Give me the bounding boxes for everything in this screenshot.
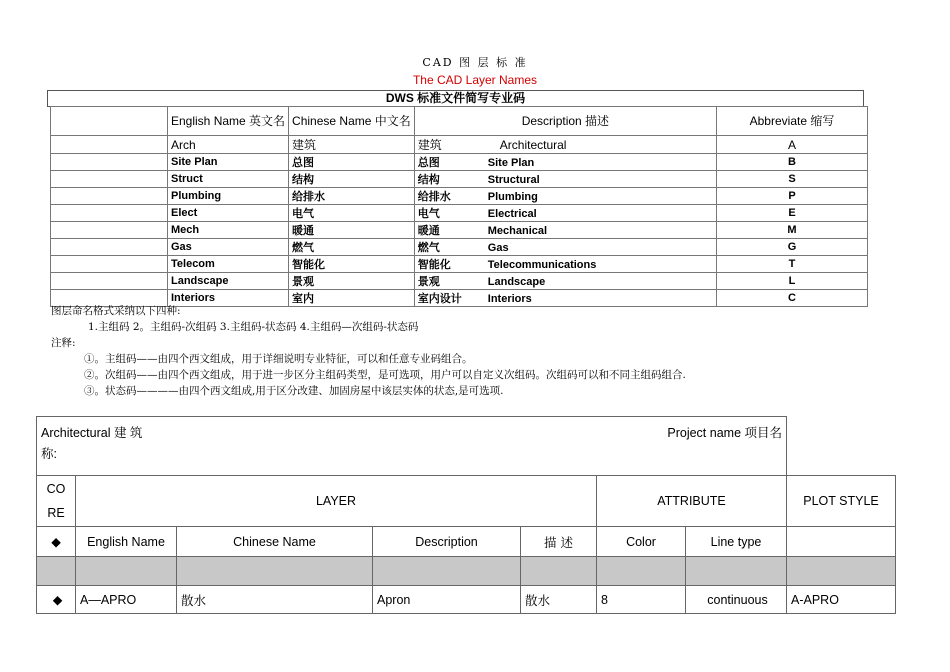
page-title: CAD 图 层 标 准 — [422, 56, 528, 69]
codes-description-en: Gas — [487, 242, 509, 254]
spacer-cell — [76, 557, 177, 586]
codes-chinese: 室内 — [289, 290, 415, 307]
discipline-row — [37, 417, 896, 476]
codes-description — [414, 171, 716, 188]
codes-description-cn: 暖通 — [417, 225, 440, 237]
codes-abbr: P — [716, 188, 867, 205]
col-plot-style-empty — [787, 527, 896, 557]
page-subtitle: The CAD Layer Names — [412, 73, 538, 87]
codes-row — [51, 171, 868, 188]
codes-description — [414, 205, 716, 222]
layer-line-type: continuous — [686, 586, 787, 614]
codes-abbr: L — [716, 273, 867, 290]
codes-description-en: Electrical — [487, 208, 537, 220]
bullet-icon: ◆ — [37, 586, 76, 614]
plot-style-header: PLOT STYLE — [787, 476, 896, 527]
col-color: Color — [597, 527, 686, 557]
codes-empty-cell — [51, 154, 168, 171]
codes-description-cn: 建筑 — [417, 138, 442, 152]
codes-row — [51, 256, 868, 273]
spacer-cell — [787, 557, 896, 586]
codes-chinese: 给排水 — [289, 188, 415, 205]
codes-chinese: 暖通 — [289, 222, 415, 239]
codes-abbr: E — [716, 205, 867, 222]
codes-header-abbreviate: Abbreviate 缩写 — [716, 107, 867, 136]
codes-empty-cell — [51, 239, 168, 256]
spacer-cell — [37, 557, 76, 586]
spacer-cell — [597, 557, 686, 586]
note-1: ①。主组码——由四个西文组成，用于详细说明专业特征，可以和任意专业码组合。 — [84, 353, 473, 365]
layer-group-header: LAYER — [76, 476, 597, 527]
col-english-name: English Name — [76, 527, 177, 557]
group-header-row — [37, 476, 896, 527]
col-line-type: Line type — [686, 527, 787, 557]
codes-abbr: C — [716, 290, 867, 307]
codes-description — [414, 154, 716, 171]
col-description: Description — [373, 527, 521, 557]
codes-description-en: Landscape — [487, 276, 546, 288]
layer-color: 8 — [597, 586, 686, 614]
discipline-label: Architectural 建 筑 — [41, 426, 143, 440]
codes-english: Mech — [168, 222, 289, 239]
codes-empty-cell — [51, 136, 168, 154]
codes-abbr: G — [716, 239, 867, 256]
codes-description — [414, 273, 716, 290]
codes-description-en: Mechanical — [487, 225, 548, 237]
spacer-cell — [177, 557, 373, 586]
codes-english: Gas — [168, 239, 289, 256]
codes-chinese: 电气 — [289, 205, 415, 222]
spacer-cell — [521, 557, 597, 586]
codes-description-en: Structural — [487, 174, 540, 186]
codes-chinese: 结构 — [289, 171, 415, 188]
codes-row — [51, 188, 868, 205]
codes-chinese: 总图 — [289, 154, 415, 171]
codes-description — [414, 188, 716, 205]
codes-english: Plumbing — [168, 188, 289, 205]
codes-description-en: Architectural — [499, 138, 567, 152]
codes-chinese: 建筑 — [289, 136, 415, 154]
layer-description-cn: 散水 — [521, 586, 597, 614]
codes-header-chinese: Chinese Name 中文名 — [289, 107, 415, 136]
codes-header-row — [51, 107, 868, 136]
codes-abbr: A — [716, 136, 867, 154]
naming-notes — [51, 303, 686, 399]
codes-abbr: T — [716, 256, 867, 273]
codes-description — [414, 239, 716, 256]
spacer-row — [37, 557, 896, 586]
attribute-group-header: ATTRIBUTE — [597, 476, 787, 527]
codes-table-body — [51, 136, 868, 307]
codes-description — [414, 256, 716, 273]
col-description-cn: 描 述 — [521, 527, 597, 557]
codes-header-description: Description 描述 — [414, 107, 716, 136]
codes-description-cn: 结构 — [417, 174, 440, 186]
dws-header: DWS 标准文件简写专业码 — [47, 90, 864, 107]
codes-description-en: Site Plan — [487, 157, 535, 169]
layer-chinese-name: 散水 — [177, 586, 373, 614]
codes-description — [414, 222, 716, 239]
codes-description-en: Interiors — [487, 293, 532, 305]
codes-english: Elect — [168, 205, 289, 222]
codes-empty-cell — [51, 188, 168, 205]
note-3: ③。状态码————由四个西文组成,用于区分改建、加固房屋中该层实体的状态,是可选项. — [84, 385, 504, 397]
discipline-cell — [37, 417, 787, 476]
codes-description-en: Plumbing — [487, 191, 538, 203]
layer-english-name: A—APRO — [76, 586, 177, 614]
note-label: 注释: — [51, 337, 76, 349]
codes-header-english: English Name 英文名 — [168, 107, 289, 136]
core-cell — [37, 476, 76, 527]
core-label-2: RE — [47, 506, 65, 520]
codes-empty-cell — [51, 171, 168, 188]
project-name-label-cont: 称: — [41, 447, 57, 461]
codes-abbr: S — [716, 171, 867, 188]
codes-english: Interiors — [168, 290, 289, 307]
codes-row — [51, 273, 868, 290]
codes-description-cn: 室内设计 — [417, 293, 462, 305]
codes-row — [51, 222, 868, 239]
codes-empty-cell — [51, 205, 168, 222]
codes-empty-cell — [51, 273, 168, 290]
codes-empty-cell — [51, 222, 168, 239]
codes-description-en: Telecommunications — [487, 259, 597, 271]
codes-description-cn: 智能化 — [417, 259, 451, 271]
codes-description-cn: 景观 — [417, 276, 440, 288]
col-chinese-name: Chinese Name — [177, 527, 373, 557]
codes-chinese: 景观 — [289, 273, 415, 290]
core-label-1: CO — [46, 482, 66, 496]
spacer-cell — [373, 557, 521, 586]
codes-chinese: 燃气 — [289, 239, 415, 256]
codes-english: Landscape — [168, 273, 289, 290]
codes-row — [51, 154, 868, 171]
codes-english: Telecom — [168, 256, 289, 273]
layer-row — [37, 586, 896, 614]
codes-empty-header — [51, 107, 168, 136]
codes-row — [51, 239, 868, 256]
codes-chinese: 智能化 — [289, 256, 415, 273]
codes-row — [51, 136, 868, 154]
format-list: 1.主组码 2。主组码-次组码 3.主组码-状态码 4.主组码—次组码-状态码 — [88, 321, 419, 333]
discipline-codes-table — [50, 106, 868, 307]
codes-row — [51, 205, 868, 222]
codes-description-cn: 燃气 — [417, 242, 440, 254]
codes-english: Struct — [168, 171, 289, 188]
codes-abbr: B — [716, 154, 867, 171]
spacer-cell — [686, 557, 787, 586]
bullet-icon: ◆ — [37, 527, 76, 557]
codes-english: Arch — [168, 136, 289, 154]
project-name-label: Project name 项目名 — [667, 426, 782, 440]
codes-empty-cell — [51, 256, 168, 273]
layer-description: Apron — [373, 586, 521, 614]
codes-description — [414, 136, 716, 154]
codes-english: Site Plan — [168, 154, 289, 171]
codes-description-cn: 电气 — [417, 208, 440, 220]
note-2: ②。次组码——由四个西文组成，用于进一步区分主组码类型，是可选项，用户可以自定义次组码。次组码可以和不同主组码组合. — [84, 369, 686, 381]
layer-plot-style: A-APRO — [787, 586, 896, 614]
format-intro: 图层命名格式采纳以下四种: — [51, 305, 181, 317]
codes-abbr: M — [716, 222, 867, 239]
architectural-layers-table — [36, 416, 896, 614]
codes-description-cn: 给排水 — [417, 191, 451, 203]
codes-description-cn: 总图 — [417, 157, 440, 169]
column-header-row — [37, 527, 896, 557]
